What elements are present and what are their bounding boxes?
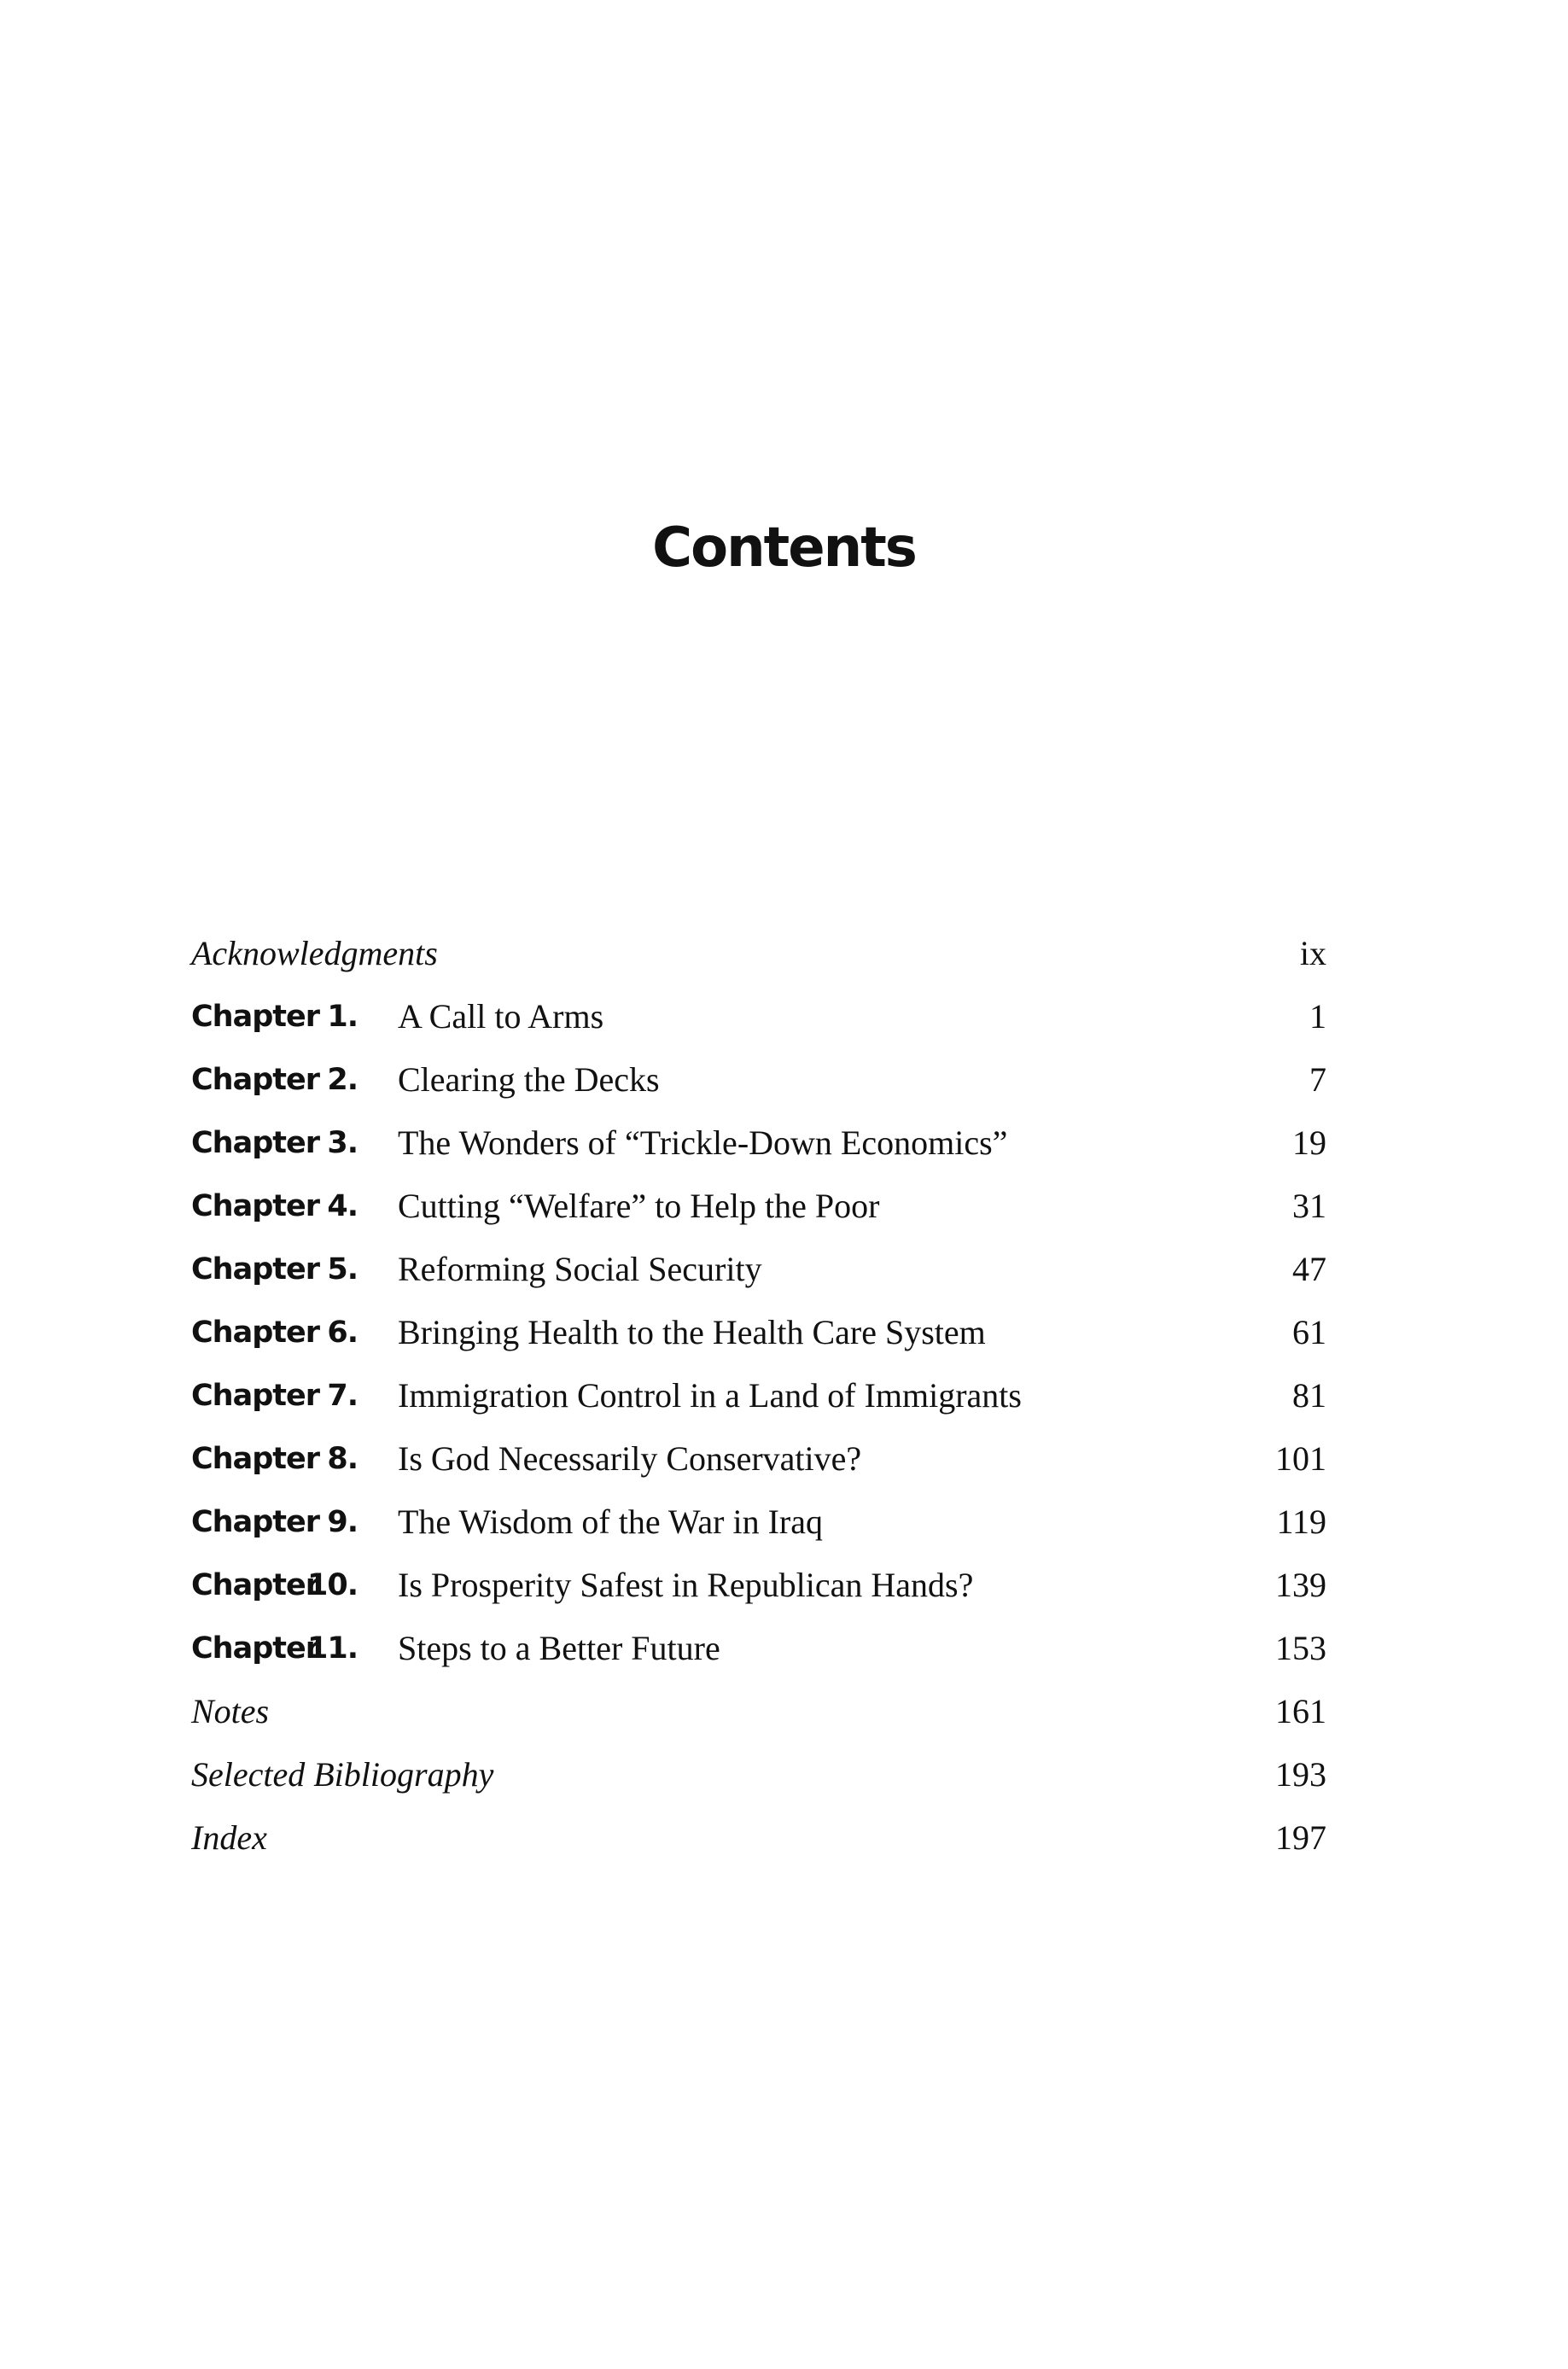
toc-page-number: 101 (1275, 1439, 1326, 1478)
chapter-number: Chapter10. (191, 1568, 358, 1602)
toc-page-number: 139 (1275, 1566, 1326, 1604)
toc-page-number: 193 (1275, 1755, 1326, 1794)
toc-page-number: 19 (1292, 1123, 1326, 1162)
page-title: Contents (652, 516, 916, 580)
chapter-title: Is Prosperity Safest in Republican Hands? (398, 1566, 974, 1604)
toc-row-chapter[interactable] (191, 1617, 1326, 1680)
toc-page-number: ix (1299, 934, 1326, 972)
toc-entry-label: Index (191, 1818, 267, 1857)
chapter-number: Chapter 5. (191, 1252, 358, 1287)
chapter-title: The Wonders of “Trickle-Down Economics” (398, 1123, 1008, 1162)
toc-page-number: 1 (1309, 997, 1326, 1036)
chapter-title: The Wisdom of the War in Iraq (398, 1503, 824, 1541)
toc-row-chapter[interactable] (191, 1112, 1326, 1175)
toc-entry-label: Selected Bibliography (191, 1755, 494, 1794)
toc-row-chapter[interactable] (191, 1491, 1326, 1554)
chapter-number: Chapter 4. (191, 1189, 358, 1223)
chapter-title: Is God Necessarily Conservative? (398, 1439, 862, 1478)
toc-row-chapter[interactable] (191, 1554, 1326, 1617)
chapter-title: Bringing Health to the Health Care System (398, 1313, 986, 1351)
toc-row-index[interactable] (191, 1806, 1326, 1870)
toc-page-number: 81 (1292, 1376, 1326, 1415)
toc-row-bibliography[interactable] (191, 1743, 1326, 1806)
chapter-title: Steps to a Better Future (398, 1629, 720, 1667)
toc-page-number: 31 (1292, 1187, 1326, 1225)
toc-row-chapter[interactable] (191, 985, 1326, 1048)
toc-row-chapter[interactable] (191, 1427, 1326, 1491)
chapter-number: Chapter 7. (191, 1379, 358, 1413)
toc-page-number: 153 (1275, 1629, 1326, 1667)
chapter-number: Chapter 2. (191, 1063, 358, 1097)
table-of-contents (191, 922, 1326, 1870)
chapter-title: Reforming Social Security (398, 1250, 762, 1288)
toc-page-number: 61 (1292, 1313, 1326, 1351)
toc-page-number: 197 (1275, 1818, 1326, 1857)
toc-row-chapter[interactable] (191, 1048, 1326, 1112)
toc-row-acknowledgments[interactable] (191, 922, 1326, 985)
chapter-number: Chapter11. (191, 1631, 358, 1666)
toc-row-chapter[interactable] (191, 1301, 1326, 1364)
chapter-number: Chapter 3. (191, 1126, 358, 1160)
toc-row-chapter[interactable] (191, 1238, 1326, 1301)
chapter-title: Clearing the Decks (398, 1060, 660, 1099)
chapter-title: Immigration Control in a Land of Immigrants (398, 1376, 1022, 1415)
toc-entry-label: Acknowledgments (191, 934, 438, 972)
toc-page-number: 7 (1309, 1060, 1326, 1099)
chapter-number: Chapter 8. (191, 1442, 358, 1476)
toc-page-number: 161 (1275, 1692, 1326, 1730)
toc-row-chapter[interactable] (191, 1175, 1326, 1238)
chapter-title: Cutting “Welfare” to Help the Poor (398, 1187, 880, 1225)
toc-row-notes[interactable] (191, 1680, 1326, 1743)
toc-entry-label: Notes (191, 1692, 270, 1730)
chapter-number: Chapter 1. (191, 1000, 358, 1034)
toc-page-number: 119 (1276, 1503, 1326, 1541)
chapter-number: Chapter 9. (191, 1505, 358, 1539)
chapter-title: A Call to Arms (398, 997, 604, 1036)
toc-page-number: 47 (1292, 1250, 1326, 1288)
toc-row-chapter[interactable] (191, 1364, 1326, 1427)
chapter-number: Chapter 6. (191, 1316, 358, 1350)
